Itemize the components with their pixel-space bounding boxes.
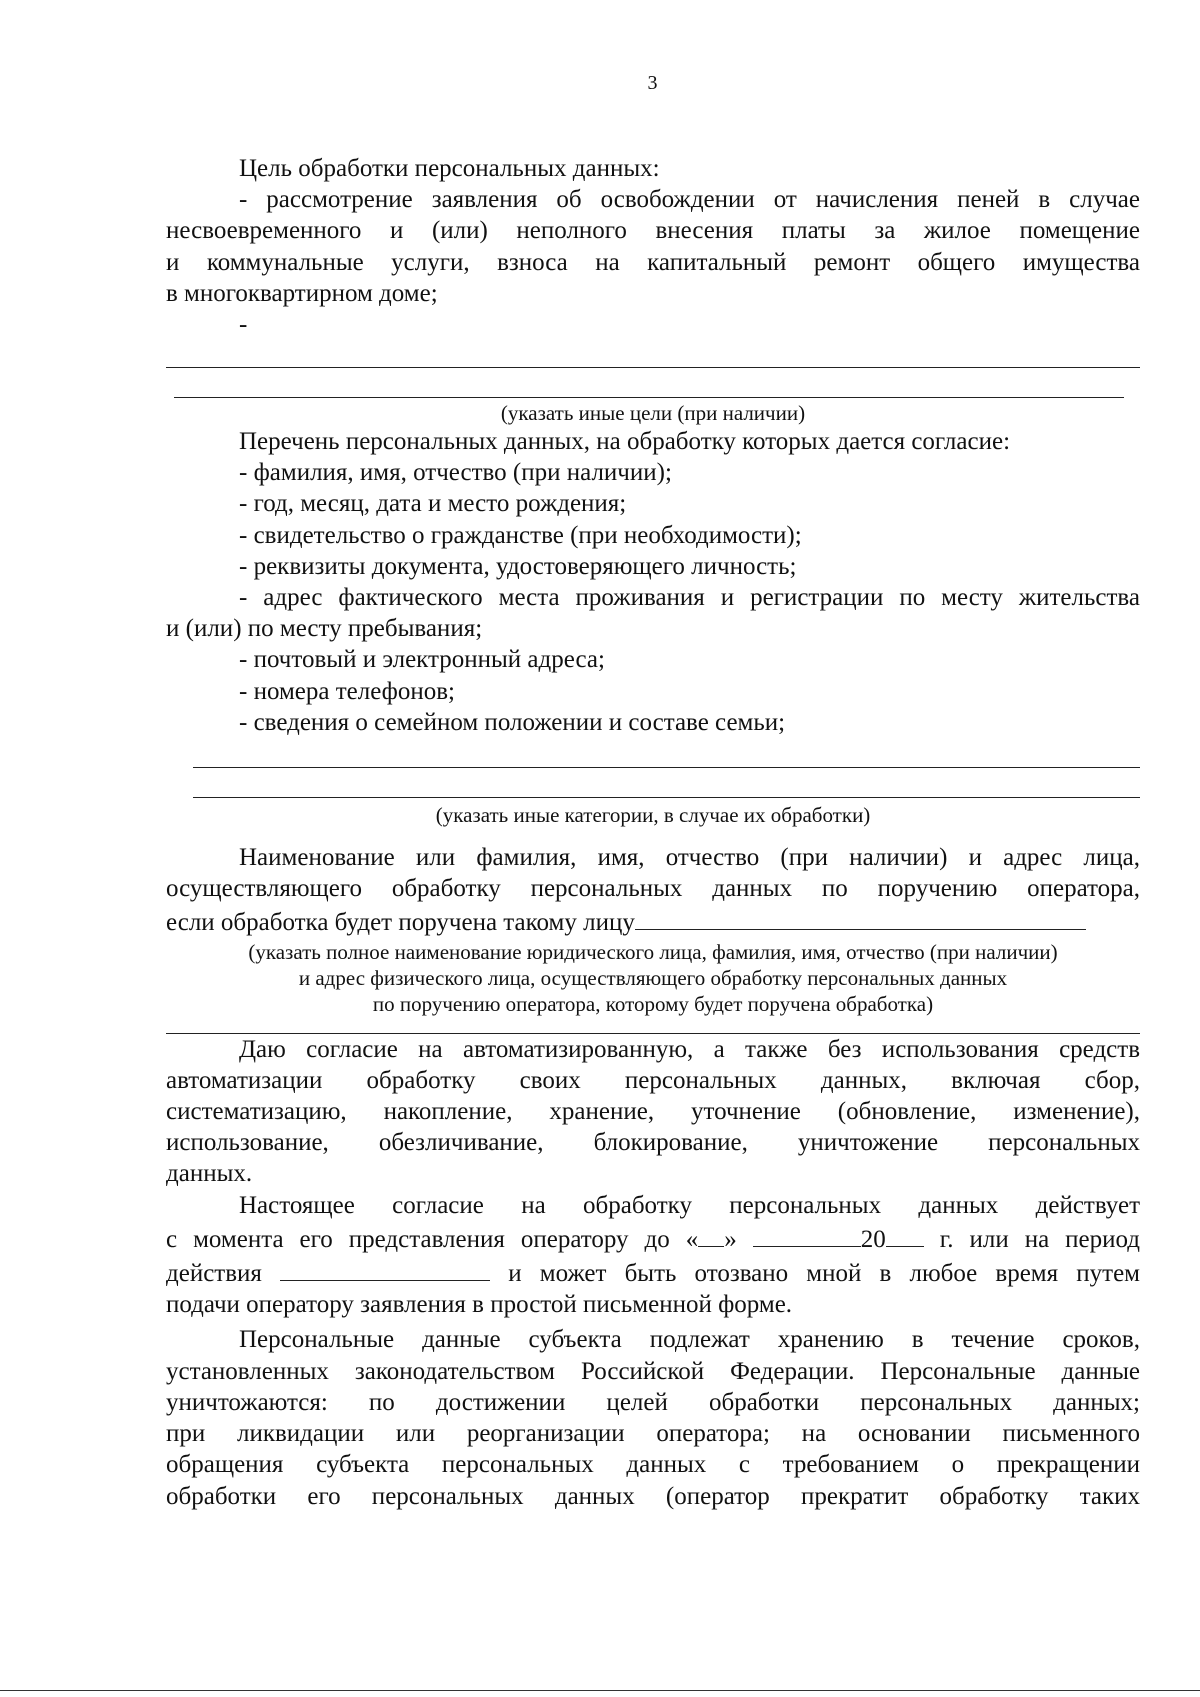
data-list-item: и (или) по месту пребывания; — [166, 615, 483, 643]
validity-line: Настоящее согласие на обработку персональных данных действует — [239, 1191, 1140, 1219]
storage-line: уничтожаются: по достижении целей обработки персональных данных; — [166, 1388, 1140, 1416]
processor-line — [166, 904, 1140, 938]
processor-hint: (указать полное наименование юридического лица, фамилия, имя, отчество (при наличии) — [248, 939, 1058, 964]
purpose-heading: Цель обработки персональных данных: — [239, 155, 660, 182]
data-list-item: - номера телефонов; — [239, 677, 455, 705]
data-list-item: - почтовый и электронный адреса; — [239, 646, 605, 674]
purpose-item-line: в многоквартирном доме; — [166, 279, 438, 307]
data-list-fill-line — [193, 768, 1140, 798]
processor-hint: и адрес физического лица, осуществляющего обработку персональных данных — [298, 965, 1008, 990]
validity-day-blank — [698, 1221, 724, 1247]
validity-period-label: г. или на период — [939, 1225, 1141, 1253]
processor-fill-blank — [635, 904, 1086, 930]
consent-line: данных. — [166, 1160, 253, 1188]
data-list-item: - сведения о семейном положении и составе семьи; — [239, 708, 786, 736]
validity-year-blank — [886, 1221, 924, 1247]
data-list-item: - фамилия, имя, отчество (при наличии); — [239, 459, 672, 487]
data-list-hint: (указать иные категории, в случае их обработки) — [435, 803, 871, 828]
processor-line-text: если обработка будет поручена такому лицу — [166, 909, 635, 937]
consent-line: Даю согласие на автоматизированную, а также без использования средств — [239, 1035, 1140, 1063]
data-list-fill-line — [193, 738, 1140, 768]
validity-revoke-text: и может быть отозвано мной в любое время путем — [508, 1260, 1141, 1288]
validity-period-text: действия — [166, 1260, 262, 1288]
data-list-item: - год, месяц, дата и место рождения; — [239, 490, 627, 518]
data-list-heading: Перечень персональных данных, на обработку которых дается согласие: — [239, 428, 1011, 456]
validity-line — [166, 1255, 1140, 1289]
storage-line: установленных законодательством Российской Федерации. Персональные данные — [166, 1357, 1140, 1385]
validity-period-blank — [280, 1255, 490, 1281]
page-number: 3 — [647, 72, 658, 94]
purpose-hint: (указать иные цели (при наличии) — [500, 401, 806, 426]
storage-line: обращения субъекта персональных данных с требованием о прекращении — [166, 1451, 1140, 1479]
document-body — [166, 153, 1140, 1512]
consent-line: автоматизации обработку своих персональных данных, включая сбор, — [166, 1066, 1140, 1094]
storage-line: обработки его персональных данных (оператор прекратит обработку таких — [166, 1482, 1140, 1510]
validity-date-close: » — [724, 1225, 737, 1253]
validity-month-blank — [753, 1221, 861, 1247]
data-list-item: - реквизиты документа, удостоверяющего личность; — [239, 552, 797, 580]
validity-year-prefix: 20 — [860, 1225, 886, 1253]
consent-line: использование, обезличивание, блокирование, уничтожение персональных — [166, 1129, 1140, 1157]
storage-line: Персональные данные субъекта подлежат хранению в течение сроков, — [239, 1326, 1140, 1354]
validity-line — [166, 1221, 1140, 1255]
purpose-fill-line — [166, 340, 1140, 368]
validity-line: подачи оператору заявления в простой письменной форме. — [166, 1291, 793, 1319]
processor-line: осуществляющего обработку персональных данных по поручению оператора, — [166, 875, 1140, 903]
processor-hint: по поручению оператора, которому будет поручена обработка) — [372, 991, 934, 1016]
validity-date-label: с момента его представления оператору до « — [166, 1225, 699, 1253]
processor-line: Наименование или фамилия, имя, отчество (при наличии) и адрес лица, — [239, 844, 1140, 872]
data-list-item: - свидетельство о гражданстве (при необходимости); — [239, 521, 802, 549]
purpose-empty-item: - — [239, 311, 248, 339]
data-list-item: - адрес фактического места проживания и регистрации по месту жительства — [239, 584, 1140, 612]
consent-line: систематизацию, накопление, хранение, уточнение (обновление, изменение), — [166, 1098, 1140, 1126]
purpose-fill-line — [174, 368, 1124, 398]
purpose-item-line: и коммунальные услуги, взноса на капитальный ремонт общего имущества — [166, 248, 1140, 276]
purpose-item-line: несвоевременного и (или) неполного внесения платы за жилое помещение — [166, 217, 1140, 245]
scan-edge-line — [0, 1690, 1200, 1691]
processor-fill-line — [166, 1017, 1140, 1034]
purpose-item-line: - рассмотрение заявления об освобождении от начисления пеней в случае — [239, 186, 1140, 214]
storage-line: при ликвидации или реорганизации оператора; на основании письменного — [166, 1420, 1140, 1448]
